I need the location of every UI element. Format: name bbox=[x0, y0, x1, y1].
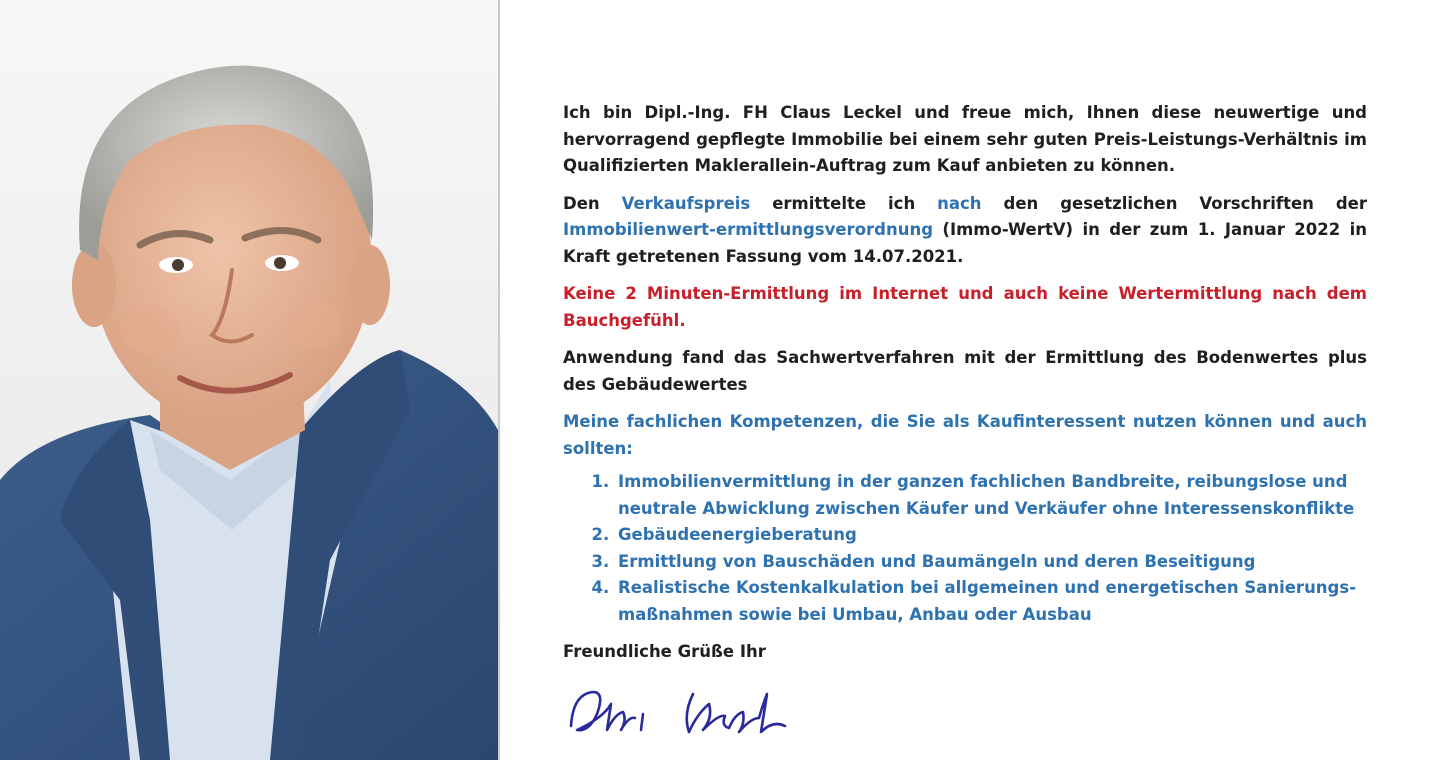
intro-paragraph: Ich bin Dipl.-Ing. FH Claus Leckel und freue mich, Ihnen diese neuwertige und hervorragend gepflegte Immobilie bei einem sehr guten Preis-Leistungs-Verhältnis im Qualifizierten Maklerallein-Auftrag zum Kauf anbieten zu können. bbox=[563, 103, 1367, 175]
competences-list bbox=[563, 469, 1367, 628]
term-nach: nach bbox=[937, 193, 982, 213]
closing-greeting: Freundliche Grüße Ihr bbox=[563, 642, 766, 661]
price-text-2: ermittelte ich bbox=[750, 193, 938, 213]
signature bbox=[563, 674, 795, 744]
competences-heading: Meine fachlichen Kompetenzen, die Sie als Kaufinteressent nutzen können und auch sollten: bbox=[563, 412, 1367, 458]
letter-body bbox=[563, 100, 1367, 744]
panel-divider bbox=[498, 0, 500, 760]
term-verkaufspreis: Verkaufspreis bbox=[621, 193, 751, 213]
competence-item: 4. Realistische Kostenkalkulation bei allgemeinen und energetischen Sanierungs-maßnahmen sowie bei Umbau, Anbau oder Ausbau bbox=[615, 575, 1367, 628]
competence-item: 2. Gebäudeenergieberatung bbox=[615, 522, 1367, 549]
warning-paragraph: Keine 2 Minuten-Ermittlung im Internet und auch keine Wertermittlung nach dem Bauchgefühl. bbox=[563, 284, 1367, 330]
price-text-4: (Immo-WertV) in der zum 1. Januar 2022 in Kraft getretenen Fassung vom 14.07.2021. bbox=[563, 220, 1367, 266]
method-paragraph: Anwendung fand das Sachwertverfahren mit der Ermittlung des Bodenwertes plus des Gebäudewertes bbox=[563, 348, 1367, 394]
price-text-1: Den bbox=[563, 193, 622, 213]
portrait-photo bbox=[0, 0, 498, 760]
price-paragraph bbox=[563, 191, 1367, 271]
portrait-illustration bbox=[0, 0, 498, 760]
competence-item: 3. Ermittlung von Bauschäden und Baumängeln und deren Beseitigung bbox=[615, 549, 1367, 576]
term-immowertv: Immobilienwert-ermittlungsverordnung bbox=[563, 220, 934, 239]
price-text-3: den gesetzlichen Vorschriften der bbox=[981, 193, 1367, 213]
competence-item: 1. Immobilienvermittlung in der ganzen fachlichen Bandbreite, reibungslose und neutrale Abwicklung zwischen Käufer und Verkäufer ohne Interessenskonflikte bbox=[615, 469, 1367, 522]
